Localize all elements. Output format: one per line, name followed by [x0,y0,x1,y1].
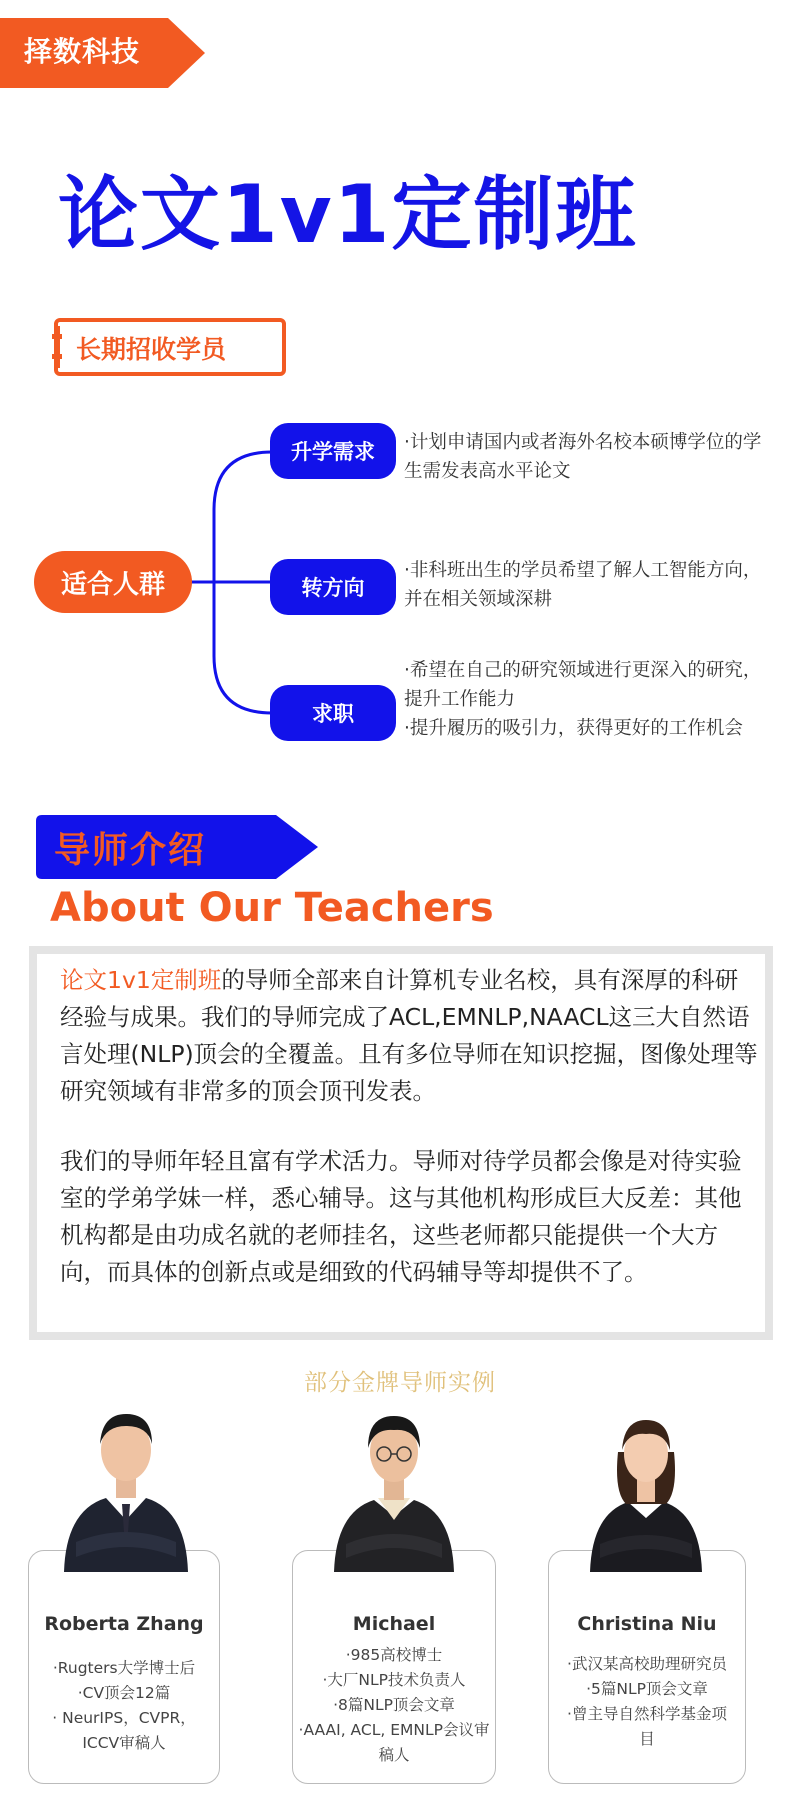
teacher-1-line: ·CV顶会12篇 [77,1684,171,1702]
teacher-2-line: ·大厂NLP技术负责人 [322,1671,466,1689]
teacher-details-2 [292,1643,496,1768]
mindmap-branch-job: 求职 [270,685,396,741]
teacher-name-3: Christina Niu [577,1613,717,1635]
teacher-1-line: · NeurIPS，CVPR， [52,1709,196,1727]
teacher-3-line: ·5篇NLP顶会文章 [586,1680,708,1698]
teacher-2-line: 稿人 [378,1746,410,1764]
teacher-photo-2 [324,1392,464,1572]
mindmap-desc-job-line-1: ·希望在自己的研究领域进行更深入的研究，提升工作能力 [404,660,762,710]
mindmap-desc-change-direction: ·非科班出生的学员希望了解人工智能方向，并在相关领域深耕 [404,560,762,610]
teacher-details-3 [548,1652,746,1752]
teachers-heading-en: About Our Teachers [50,885,494,931]
mindmap-branch-admission: 升学需求 [270,423,396,479]
teacher-2-line: ·985高校博士 [345,1646,443,1664]
mindmap-desc-job-line-2: ·提升履历的吸引力，获得更好的工作机会 [404,718,743,739]
teacher-1-line: ICCV审稿人 [82,1734,166,1752]
mindmap-root: 适合人群 [34,551,192,613]
intro-paragraph-1 [60,962,760,1110]
badge-notch-icon [52,326,62,368]
intro-highlight: 论文1v1定制班 [60,966,222,994]
brand-name: 择数科技 [24,35,141,68]
teacher-2-line: ·AAAI, ACL, EMNLP会议审 [298,1721,490,1739]
page-title: 论文1v1定制班 [58,168,638,261]
intro-paragraph-1-text: 的导师全部来自计算机专业名校，具有深厚的科研经验与成果。我们的导师完成了ACL,EMNLP,NAACL这三大自然语言处理(NLP)顶会的全覆盖。且有多位导师在知识挖掘，图像处理等研究领域有非常多的顶会顶刊发表。 [60,966,758,1105]
examples-title: 部分金牌导师实例 [304,1370,496,1396]
mindmap-desc-admission: ·计划申请国内或者海外名校本硕博学位的学生需发表高水平论文 [404,432,762,482]
teachers-heading-cn: 导师介绍 [54,830,207,871]
teacher-photo-1 [56,1392,196,1572]
teacher-3-line: ·曾主导自然科学基金项 [567,1705,727,1723]
teacher-photo-3 [576,1392,716,1572]
enrollment-badge-label: 长期招收学员 [76,335,227,364]
teacher-3-line: ·武汉某高校助理研究员 [567,1655,727,1673]
teacher-1-line: ·Rugters大学博士后 [52,1659,196,1677]
mindmap-branch-change-direction: 转方向 [270,559,396,615]
intro-paragraph-2: 我们的导师年轻且富有学术活力。导师对待学员都会像是对待实验室的学弟学妹一样，悉心辅导。这与其他机构形成巨大反差：其他机构都是由功成名就的老师挂名，这些老师都只能提供一个大方向，而具体的创新点或是细致的代码辅导等却提供不了。 [60,1147,742,1286]
teacher-name-2: Michael [352,1613,436,1635]
teacher-3-line: 目 [639,1730,655,1748]
mindmap-desc-job [404,656,764,743]
teacher-details-1 [28,1656,220,1756]
teacher-name-1: Roberta Zhang [44,1613,204,1635]
teacher-2-line: ·8篇NLP顶会文章 [333,1696,455,1714]
